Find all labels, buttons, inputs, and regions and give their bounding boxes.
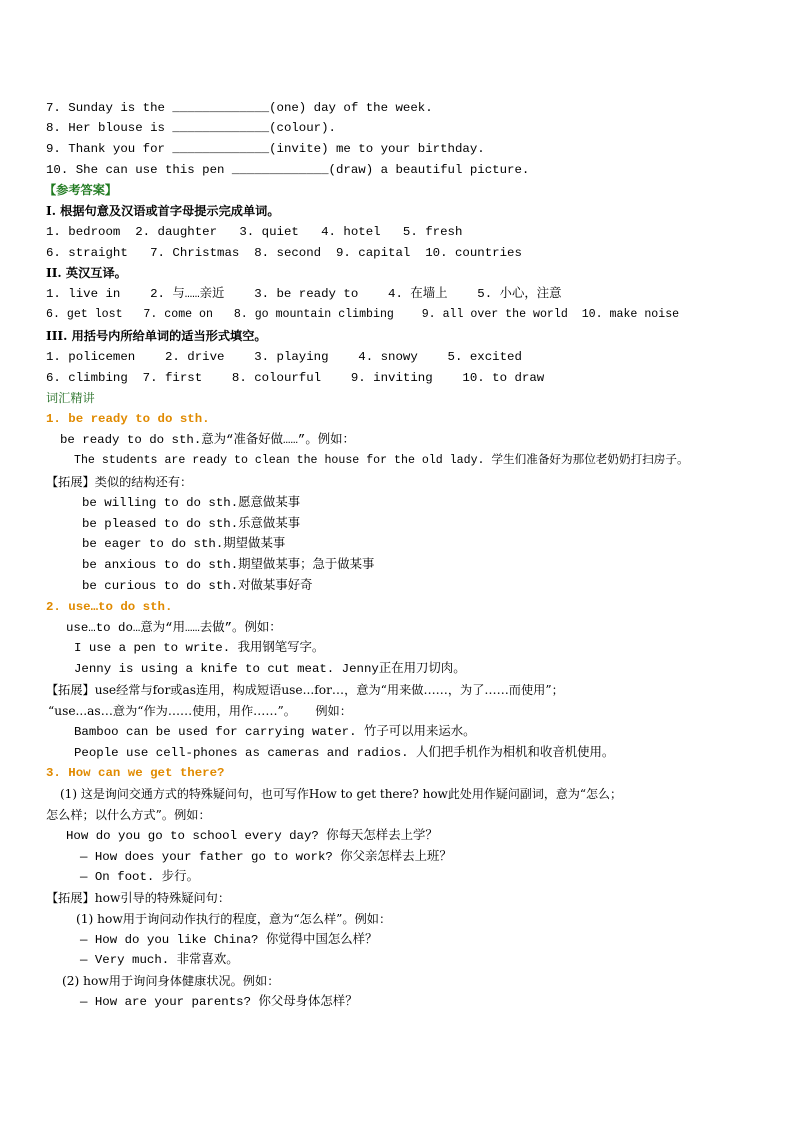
vocab-item2-title: 2. use…to do sth. <box>46 600 173 614</box>
vocab-item3-line-3: How do you go to school every day? 你每天怎样去上学？ <box>66 829 438 843</box>
vocab-item1-line-1: be ready to do sth.意为“准备好做……”。例如： <box>60 433 355 447</box>
vocab-item3-line-10: (2) how用于询问身体健康状况。例如： <box>62 974 280 988</box>
section3-title: III. 用括号内所给单词的适当形式填空。 <box>46 329 267 343</box>
vocab-item3-line-1: (1) 这是询问交通方式的特殊疑问句，也可写作How to get there? how此处用作疑问副词，意为“怎么； <box>60 787 622 801</box>
section2-line-1: 1. live in 2. 与……亲近 3. be ready to 4. 在墙上 5. 小心，注意 <box>46 287 562 301</box>
vocab-heading: 词汇精讲 <box>46 391 95 405</box>
vocab-item1-line-4: be willing to do sth.愿意做某事 <box>82 496 301 510</box>
answers-heading: 【参考答案】 <box>44 183 118 197</box>
vocab-item1-line-7: be anxious to do sth.期望做某事；急于做某事 <box>82 558 375 572</box>
section2-title: II. 英汉互译。 <box>46 266 127 280</box>
section1-line-1: 1. bedroom 2. daughter 3. quiet 4. hotel 5. fresh <box>46 225 463 239</box>
vocab-item1-line-5: be pleased to do sth.乐意做某事 <box>82 517 301 531</box>
vocab-item2-line-5: “use...as…意为“作为……使用，用作……”。 例如： <box>48 704 352 718</box>
fill-blank-9: 9. Thank you for _____________(invite) me to your birthday. <box>46 142 485 156</box>
vocab-item2-line-2: I use a pen to write. 我用钢笔写字。 <box>74 641 325 655</box>
vocab-item1-line-6: be eager to do sth.期望做某事 <box>82 537 286 551</box>
vocab-item3-line-5: — On foot. 步行。 <box>80 870 199 884</box>
vocab-item2-line-3: Jenny is using a knife to cut meat. Jenny正在用刀切肉。 <box>74 662 466 676</box>
vocab-item3-title: 3. How can we get there? <box>46 766 225 780</box>
vocab-item3-line-8: — How do you like China? 你觉得中国怎么样？ <box>80 933 378 947</box>
vocab-item1-line-8: be curious to do sth.对做某事好奇 <box>82 579 313 593</box>
vocab-item3-line-7: (1) how用于询问动作执行的程度，意为“怎么样”。例如： <box>76 912 392 926</box>
vocab-item2-line-1: use…to do…意为“用……去做”。例如： <box>66 621 282 635</box>
fill-blank-8: 8. Her blouse is _____________(colour). <box>46 121 336 135</box>
vocab-item3-line-6: 【拓展】how引导的特殊疑问句： <box>46 891 231 905</box>
fill-blank-10: 10. She can use this pen _____________(draw) a beautiful picture. <box>46 163 530 177</box>
vocab-item3-line-9: — Very much. 非常喜欢。 <box>80 953 239 967</box>
section2-line-2: 6. get lost 7. come on 8. go mountain climbing 9. all over the world 10. make noise <box>46 308 680 321</box>
section3-line-2: 6. climbing 7. first 8. colourful 9. inviting 10. to draw <box>46 371 545 385</box>
vocab-item1-line-3: 【拓展】类似的结构还有： <box>46 475 193 489</box>
vocab-item2-line-7: People use cell-phones as cameras and radios. 人们把手机作为相机和收音机使用。 <box>74 746 615 760</box>
section1-title: I. 根据句意及汉语或首字母提示完成单词。 <box>46 204 280 218</box>
vocab-item1-line-2: The students are ready to clean the house for the old lady. 学生们准备好为那位老奶奶打扫房子。 <box>74 454 689 467</box>
section1-line-2: 6. straight 7. Christmas 8. second 9. capital 10. countries <box>46 246 522 260</box>
vocab-item1-title: 1. be ready to do sth. <box>46 412 210 426</box>
vocab-item3-line-2: 怎么样；以什么方式”。例如： <box>46 808 211 822</box>
vocab-item3-line-11: — How are your parents? 你父母身体怎样？ <box>80 995 358 1009</box>
vocab-item2-line-6: Bamboo can be used for carrying water. 竹子可以用来运水。 <box>74 725 476 739</box>
fill-blank-7: 7. Sunday is the _____________(one) day of the week. <box>46 101 433 115</box>
vocab-item3-line-4: — How does your father go to work? 你父亲怎样去上班？ <box>80 850 452 864</box>
section3-line-1: 1. policemen 2. drive 3. playing 4. snowy 5. excited <box>46 350 522 364</box>
vocab-item2-line-4: 【拓展】use经常与for或as连用，构成短语use...for…，意为“用来做……，为了……而使用”； <box>46 683 564 697</box>
